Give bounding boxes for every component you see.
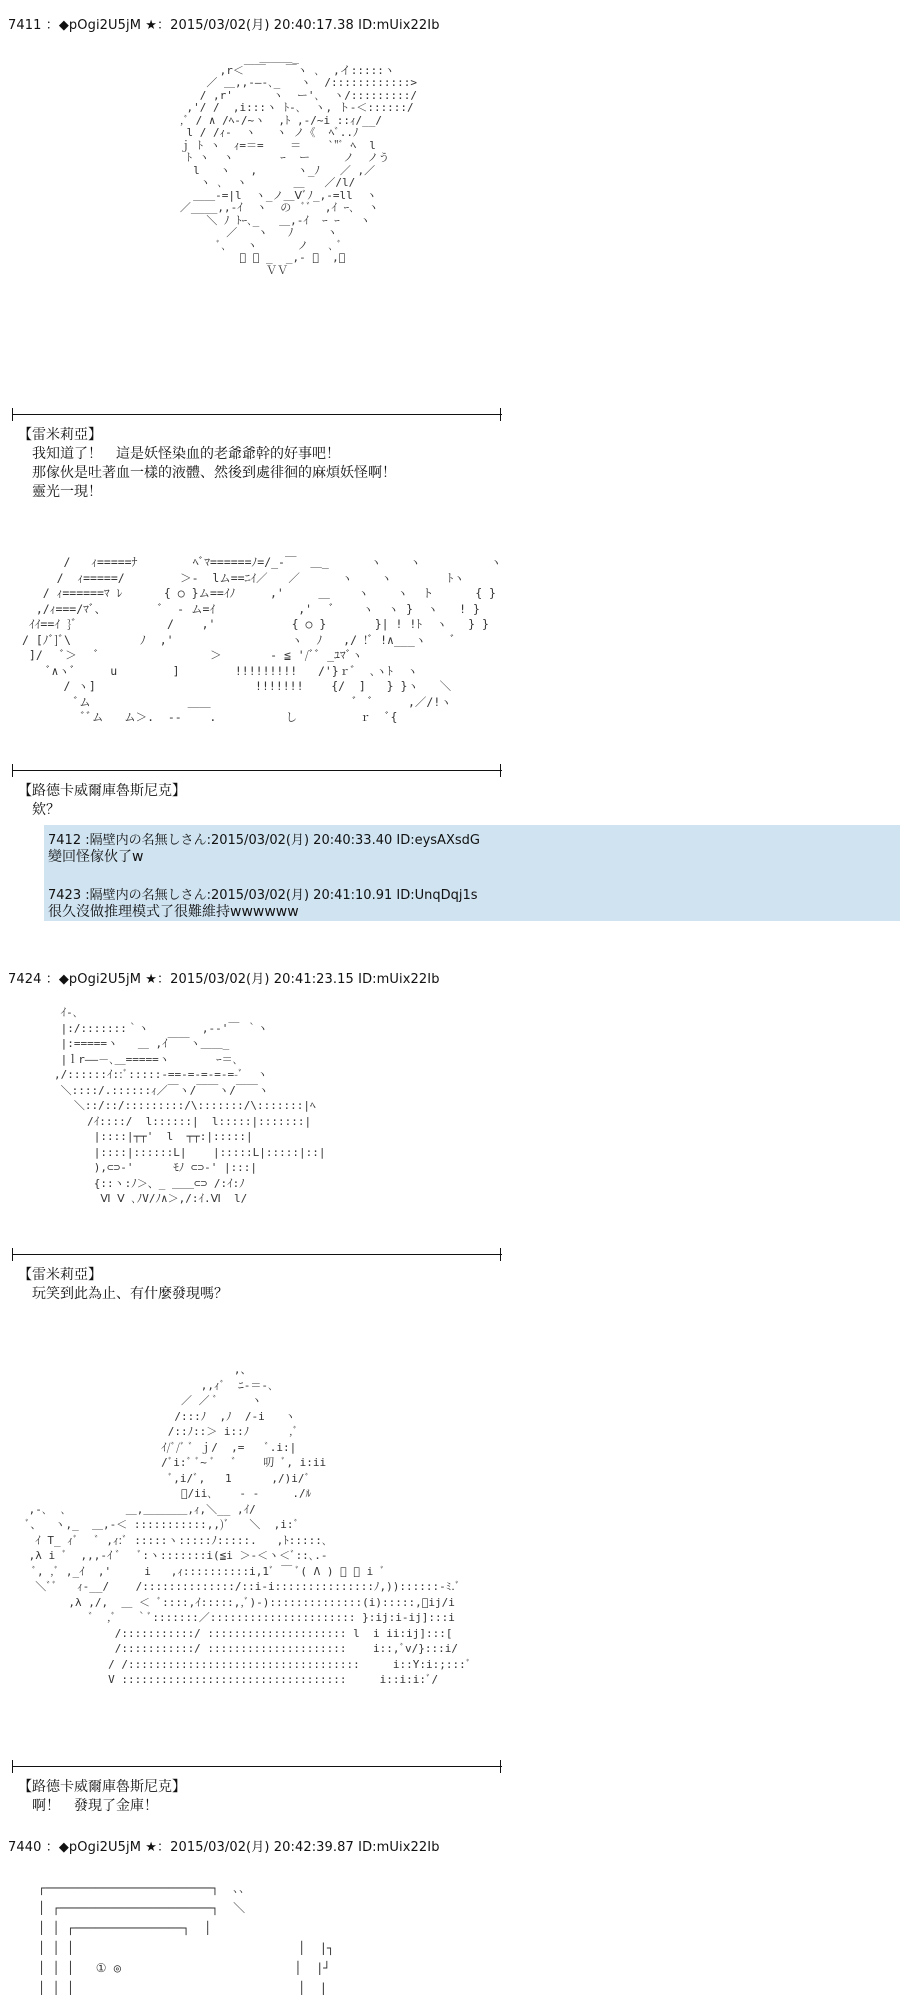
quoted-replies xyxy=(44,825,900,921)
divider-tick xyxy=(12,1248,13,1261)
speaker-name: 【雷米莉亞】 xyxy=(18,427,102,443)
speaker-name: 【路德卡威爾庫魯斯尼克】 xyxy=(18,783,186,799)
ascii-art-remilia: ＿＿＿_ ,r＜￣￣ ￣ヽ ､ ,イ:::::ヽ ／ ＿,,-―-､_ ヽ /::::::::::::> / ,r' ヽ ー'､ ヽ/:::::::::/ ,'/ / ,i:::ヽ ﾄ-､ ヽ, ト-＜::::::/ ,ﾞ / ∧ /ﾍ-/~ヽ ,ﾄ ,-/~i ::ｨ/__/ l / /ｨ- ヽ ヽ ノ《 ﾍﾞ..ﾉ ｊ ﾄ ヽ ｨ=＝= ＝ `"ﾞ ﾍ l ﾄ ヽ ヽ ｰ ー ノ ノう l ヽ , ヽ_ﾉ ／ ,／ ヽ ､ ヽ ＿ ／/l/ ＿＿-=|l ヽ_ノ＿Ⅴﾞﾉ_,-=ll ヽ ／____,,-ｲ ヽ の ﾞﾞ ,ｲ ｰ､ ヽ ＼ ﾉ ﾄｰ､_ ＿,-ｲ ｰ ｰ ヽ ／ ヽ ﾉ ヽ ﾞ､ ヽ ノ ､ ﾞ ﾞ ､ _ _,- ﾞ ,ﾞ ＶＶ xyxy=(179,51,418,277)
dialogue-line: 啊！ 發現了金庫！ xyxy=(32,1798,158,1814)
dialogue-line: 靈光一現！ xyxy=(32,484,102,500)
ascii-art-remilia: ｲ-､ |:/:::::::｀ヽ ,-‐'￣ ｀ヽ |:=====ヽ ＿ ,ｲ￣￣ヽ＿＿_ |ｌr――－､＿=====ヽ ｰ＝､ ,/::::::ｲ::ﾞ:::::-==-=-=-=-=-ﾞ ヽ ＼::::/.::::::ｨ／￣ヽ/￣￣ヽ/￣￣ヽ ＼::/::/:::::::::/\:::::::/\:::::::|ﾍ /ｲ::::/ l::::::| l:::::|:::::::| |::::|┬┬' l ┬┬:|:::::| |::::|::::::L| |:::::L|:::::|::| ),⊂⊃-' ﾓﾉ ⊂⊃-' |:::| {::ヽ:ﾉ＞、_ ＿＿⊂⊃ /:ｲ:ﾉ Ⅵ Ⅴ ､ﾉV/ﾉ∧＞,/:ｲ.Ⅵ l/ xyxy=(54,1006,326,1205)
divider-tick xyxy=(500,1760,501,1773)
ascii-art-luther: ,、 ,,ｨﾞ ﾆ-＝-､ ／ ／ ﾞ ヽ /:::ﾉ ,ﾉ /-i ヽ /::ﾉ::＞ i::ﾉ ,ﾞ ｲ/ﾞ/ﾞ ﾞ ｊ/ ,= ﾞ.i:| /ﾞi:ﾞ ﾞ~ ﾞ ﾞ 叨 ﾞ, i:ii ﾞ,i/ﾞ, 1 ,/)i/ﾞ ﾞ/ii､ - - ./ﾙ ,-､ ､ ＿,＿＿＿＿,ｨ,＼__ ,ｲ/ ﾞ、 ヽ,_ ＿,-＜ :::::::::::,,)ﾞ ＼ ,i:ﾞ ｲ T_ ｨﾞ ﾞ ,ｨ:ﾞ :::::ヽ:::::ﾉ:::::. ,ﾄ:::::､ ,λ i ﾞ ,,,-ｲ ﾞ ﾞ:ヽ:::::::i(≦i ＞-＜ヽ＜ﾞ::､.- ﾞ, ,ﾞ ,_ｲ ,' i ,ｨ::::::::::i,1ﾞ ￣ ﾞ( Λ ) ﾞ ﾞ i ﾞ ＼ﾞﾞ ｨ-__/ /::::::::::::::/::i-i:::::::::::::::ﾉ,))::::::-ﾐ.ﾞ ,λ ,/, ＿ ＜ ﾞ::::,ｲ:::::,,ﾞ)-)::::::::::::::(i):::::,ﾞij/i ﾞ ,ﾞ ｀ﾞ:::::::／:::::::::::::::::::::: }:ij:i-ij]:::i /:::::::::::/ ::::::::::::::::::::: l i ii:ij]:::[ /:::::::::::/ ::::::::::::::::::::: i::,ﾞv/}:::i/ / /::::::::::::::::::::::::::::::::::: i::Y:i:;:::ﾞ V :::::::::::::::::::::::::::::::::: i::i:i:ﾞ/ xyxy=(22,1363,472,1686)
divider-tick xyxy=(12,764,13,777)
divider-tick xyxy=(12,408,13,421)
post-header: 7424 ：◆pOgi2U5jM ★：2015/03/02(月) 20:41:23.15 ID:mUix22Ib xyxy=(8,972,440,987)
dialogue-line: 玩笑到此為止、有什麼發現嗎？ xyxy=(32,1286,228,1302)
post-header: 7440 ：◆pOgi2U5jM ★：2015/03/02(月) 20:42:39.87 ID:mUix22Ib xyxy=(8,1840,440,1855)
dialogue-line: 欸？ xyxy=(32,802,60,818)
reply-text: 變回怪傢伙了w xyxy=(48,849,144,865)
divider xyxy=(12,1254,502,1255)
speaker-name: 【雷米莉亞】 xyxy=(18,1267,102,1283)
divider-tick xyxy=(500,1248,501,1261)
divider xyxy=(12,770,502,771)
dialogue-line: 那傢伙是吐著血一樣的液體、然後到處徘徊的麻煩妖怪啊！ xyxy=(32,465,396,481)
reply-header: 7423 :隔壁内の名無しさん:2015/03/02(月) 20:41:10.91 ID:UnqDqj1s xyxy=(48,888,478,903)
divider-tick xyxy=(500,408,501,421)
post-header: 7411 ：◆pOgi2U5jM ★：2015/03/02(月) 20:40:17.38 ID:mUix22Ib xyxy=(8,18,440,33)
ascii-art-safe: ┌───────────────────────┐ ､､ │ ┌─────────────────────┐ ＼ │ │ ┌───────────────┐ │ │ │ │ │ |┐ │ │ │ ① ◎ │ |┘ │ │ │ │ | xyxy=(38,1881,335,1995)
reply-header: 7412 :隔壁内の名無しさん:2015/03/02(月) 20:40:33.40 ID:eysAXsdG xyxy=(48,833,480,848)
dialogue-line: 我知道了！ 這是妖怪染血的老爺爺幹的好事吧！ xyxy=(32,446,340,462)
divider-tick xyxy=(12,1760,13,1773)
speaker-name: 【路德卡威爾庫魯斯尼克】 xyxy=(18,1779,186,1795)
reply-text: 很久沒做推理模式了很難維持wwwwww xyxy=(48,904,299,920)
divider-tick xyxy=(500,764,501,777)
divider xyxy=(12,1766,502,1767)
divider xyxy=(12,414,502,415)
ascii-art-confusion: / ｨ=====ﾅ ﾍﾞﾏ======ﾉ=/_-￣ ＿_ ヽ ヽ ヽ / ｨ=====/ ＞- lム==ﾆｲ／ ／ ヽ ヽ ﾄヽ / ｨ======ﾏ ﾚ { ○ }ム==ｲﾉ ,' ＿ ヽ ヽ ト { } ,/ｨ===/ﾏﾞ、 ﾞ - ム=ｲ ,' ﾞ ヽ ヽ } ヽ ! } ｲｲ==ｲ }ﾞ / ,' { ○ } }| ! !ﾄ ヽ } } / [ﾉﾞ]ﾞ\ ﾉ ,' ヽ ﾉ ,/ !ﾞ !∧___ヽ ﾞ ]/ ﾞ＞ ﾞ ＞ - ≦ '/ﾞﾞ _ﾕﾏﾞヽ ﾞ∧ヽﾞ u ] !!!!!!!!! /'}ｒﾞ ､ヽﾄ ヽ / ヽ] !!!!!!! {/ ] } }ヽ ＼ ﾞム ＿＿ ﾞ ﾞ ,／/!ヽ ﾞﾞム ム＞. -- . し ｒ ﾞ{ xyxy=(22,555,502,724)
